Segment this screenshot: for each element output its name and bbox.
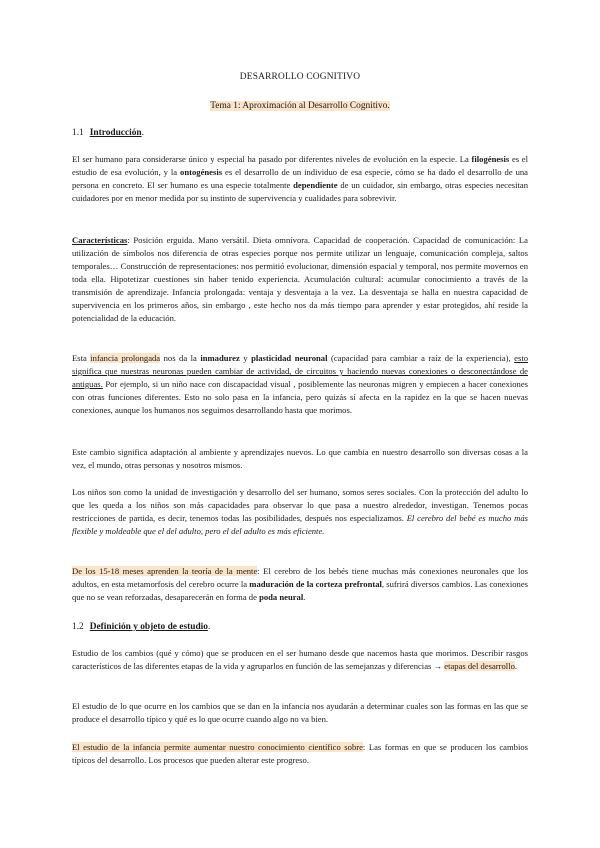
- subtitle-highlight: Tema 1: Aproximación al Desarrollo Cognitivo.: [210, 101, 390, 111]
- section-title: Definición y objeto de estudio: [89, 622, 208, 632]
- term-ontogenesis: ontogénesis: [180, 167, 223, 177]
- underlined-neuronas: esto significa que nuestras neuronas pueden cambiar de actividad, de circuitos y haciendo nuevas conexiones o desconectándose de antiguas.: [72, 353, 529, 389]
- text-run: Los niños son como la unidad de investigación y desarrollo del ser humano, somos seres sociales. Con la protección del adulto lo que les queda a los niños son más capacidades para observar lo que pasa a nuestro alrededor, investigan. Tenemos pocas restricciones de partida, es decir, tenemos todas las posibilidades, después nos especializamos.: [72, 487, 528, 523]
- section-title: Introducción: [89, 128, 142, 138]
- text-run: : El cerebro de los bebés tiene muchas más conexiones neuronales que los adultos, en esta metamorfosis del cerebro ocurre la: [72, 566, 528, 589]
- paragraph-conocimiento-cientifico: [72, 741, 528, 767]
- paragraph-infancia-prolongada: [72, 352, 528, 417]
- term-corteza-prefrontal: maduración de la corteza prefrontal: [249, 579, 382, 589]
- term-filogenesis: filogénesis: [471, 154, 510, 164]
- text-run: El ser humano para considerarse único y especial ha pasado por diferentes niveles de evolución en la especie. La: [72, 154, 472, 164]
- term-poda-neural: poda neural: [259, 592, 304, 602]
- text-run: Por ejemplo, si un niño nace con discapacidad visual , posiblemente las neuronas migren y empiecen a hacer conexiones con otras funciones diferentes. Esto no solo pasa en la infancia, pero quizás sí afecta en la rapidez en la que se hacen nuevas conexiones, aunque los humanos nos seguimos desarrollando hasta que morimos.: [72, 379, 528, 415]
- section-number: 1.2: [72, 622, 84, 632]
- text-run: es el desarrollo de un individuo de esa especie, cómo se ha dado el desarrollo de una persona en concreto. El ser humano es una especie totalmente: [72, 167, 528, 190]
- paragraph-estudio-infancia: El estudio de lo que ocurre en los cambios que se dan en la infancia nos ayudarán a determinar cuales son las formas en las que se produce el desarrollo típico y qué es lo que ocurre cuando algo no va bien.: [72, 701, 528, 724]
- document-subtitle: [0, 101, 600, 111]
- section-heading-definicion: [72, 622, 210, 632]
- text-run: Estudio de los cambios (qué y cómo) que se producen en el ser humano desde que nacemos hasta que morimos. Describir rasgos característicos de las diferentes etapas de la vida y agruparlos en función de las semejanzas y diferencias →: [72, 648, 528, 671]
- term-dependiente: dependiente: [293, 180, 338, 190]
- text-run: : Las formas en que se producen los cambios típicos del desarrollo. Los procesos que pueden alterar este progreso.: [72, 742, 528, 765]
- section-heading-introduccion: [72, 128, 144, 138]
- document-title: DESARROLLO COGNITIVO: [239, 72, 361, 82]
- text-run: : Posición erguida. Mano versátil. Dieta omnívora. Capacidad de cooperación. Capacidad de comunicación: La utilización de símbolos nos diferencia de otras especies porque nos permite utilizar un lenguaje, comunicación compleja, saltos temporales… Construcción de representaciones: nos permitió evolucionar, dimensión espacial y temporal, nos permite movernos en toda ella. Hipotetizar cuestiones sin haber tenido experiencia. Acumulación cultural: acumular conocimiento a través de la transmisión de aprendizaje. Infancia prolongada: ventaja y desventaja a la vez. La desventaja se halla en nuestra capacidad de supervivencia en los primeros años, sin embargo , este hecho nos da más tiempo para aprender y estar protegidos, ahí reside la potencialidad de la educación.: [72, 235, 528, 323]
- highlight-teoria-mente: De los 15-18 meses aprenden la teoría de la mente: [72, 566, 258, 576]
- paragraph-adaptacion: Este cambio significa adaptación al ambiente y aprendizajes nuevos. Lo que cambia en nuestro desarrollo son diversas cosas a la vez, el mundo, otras personas y nosotros mismos.: [72, 447, 528, 470]
- paragraph-teoria-mente: [72, 565, 528, 604]
- term-inmadurez: inmadurez: [200, 353, 240, 363]
- paragraph-estudio-cambios: [72, 647, 528, 673]
- italic-cerebro-bebe: El cerebro del bebé es mucho más flexible y moldeable que el del adulto, pero el del adulto es más eficiente.: [72, 513, 528, 536]
- highlight-conocimiento-cientifico: El estudio de la infancia permite aumentar nuestro conocimiento científico sobre: [72, 742, 363, 752]
- highlight-etapas-desarrollo: etapas del desarrollo: [444, 661, 515, 671]
- highlight-infancia-prolongada: infancia prolongada: [90, 353, 161, 363]
- term-caracteristicas: Características: [72, 235, 128, 245]
- text-run: y: [239, 353, 252, 363]
- paragraph-ninos-investigacion: [72, 486, 528, 538]
- text-run: de un cuidador, sin embargo, otras especies necesitan cuidadores por en menor medida por su instinto de supervivencia y cualidades para sobrevivir.: [72, 180, 528, 203]
- paragraph-caracteristicas: [72, 234, 528, 325]
- text-run: .: [303, 592, 306, 602]
- text-run: .: [514, 661, 518, 671]
- text-run: es el estudio de esa evolución, y la: [72, 154, 528, 177]
- text-run: nos da la: [160, 353, 201, 363]
- section-trail: .: [141, 128, 144, 138]
- text-run: (capacidad para cambiar a raíz de la experiencia),: [327, 353, 515, 363]
- section-trail: .: [207, 622, 211, 632]
- text-run: , sufrirá diversos cambios. Las conexiones que no se vean reforzadas, desaparecerán en forma de: [72, 579, 528, 602]
- paragraph-evolucion: [72, 153, 528, 205]
- section-number: 1.1: [72, 128, 84, 138]
- text-run: Esta: [72, 353, 91, 363]
- term-plasticidad-neuronal: plasticidad neuronal: [251, 353, 328, 363]
